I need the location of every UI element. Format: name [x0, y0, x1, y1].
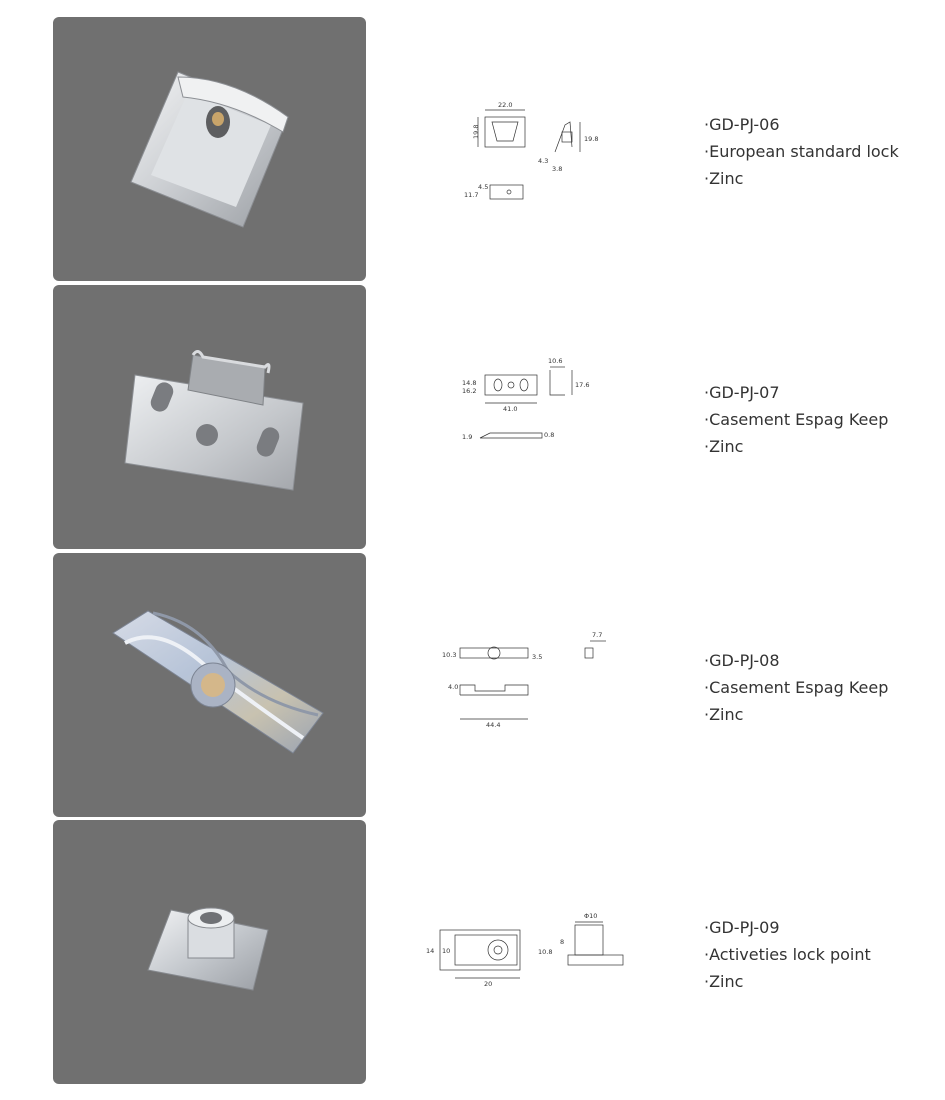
product-specs: [704, 647, 934, 728]
dim-label: 17.6: [575, 381, 590, 389]
dim-label: 44.4: [486, 721, 501, 729]
product-material: ·Zinc: [704, 972, 744, 991]
product-name: ·Casement Espag Keep: [704, 678, 889, 697]
dim-label: 1.9: [462, 433, 473, 441]
technical-drawing: [420, 880, 660, 1030]
product-photo: [53, 285, 366, 549]
dim-label: 10.6: [548, 357, 563, 365]
product-code: ·GD-PJ-07: [704, 383, 780, 402]
product-material: ·Zinc: [704, 437, 744, 456]
dim-label: 19.8: [472, 124, 480, 139]
lock-point-photo-icon: [53, 820, 366, 1084]
product-specs: [704, 111, 934, 192]
dim-label: 4.5: [478, 183, 489, 191]
technical-drawing: [420, 77, 660, 227]
product-specs: [704, 379, 934, 460]
product-code: ·GD-PJ-06: [704, 115, 780, 134]
zinc-espag-keep-photo-icon: [53, 553, 366, 817]
product-row-gd-pj-07: [0, 285, 945, 549]
flat-espag-keep-photo-icon: [53, 285, 366, 549]
dim-label: 4.0: [448, 683, 459, 691]
product-code: ·GD-PJ-09: [704, 918, 780, 937]
product-row-gd-pj-08: [0, 553, 945, 817]
technical-drawing: [420, 613, 660, 763]
product-specs: [704, 914, 934, 995]
product-row-gd-pj-09: [0, 820, 945, 1084]
dim-label: 10.3: [442, 651, 457, 659]
dim-label: 41.0: [503, 405, 518, 413]
dim-label: 8: [560, 938, 565, 946]
dim-label: 7.7: [592, 631, 603, 639]
dim-label: 10: [442, 947, 451, 955]
product-name: ·Casement Espag Keep: [704, 410, 889, 429]
product-material: ·Zinc: [704, 169, 744, 188]
product-photo: [53, 553, 366, 817]
dim-label: 10.8: [538, 948, 553, 956]
product-photo: [53, 820, 366, 1084]
square-lock-keep-photo-icon: [53, 17, 366, 281]
dim-label: 4.3: [538, 157, 549, 165]
dim-label: 22.0: [498, 101, 513, 109]
dim-label: 11.7: [464, 191, 479, 199]
product-name: ·European standard lock: [704, 142, 899, 161]
dim-label: 3.8: [552, 165, 563, 173]
product-row-gd-pj-06: [0, 17, 945, 281]
dim-label: 3.5: [532, 653, 543, 661]
product-material: ·Zinc: [704, 705, 744, 724]
dim-label: 14: [426, 947, 435, 955]
product-name: ·Activeties lock point: [704, 945, 871, 964]
dim-label: 14.8: [462, 379, 477, 387]
product-photo: [53, 17, 366, 281]
dim-label: 0.8: [544, 431, 555, 439]
product-code: ·GD-PJ-08: [704, 651, 780, 670]
dim-label: 20: [484, 980, 493, 988]
dim-label: Φ10: [584, 912, 598, 920]
technical-drawing: [420, 345, 660, 495]
dim-label: 19.8: [584, 135, 599, 143]
dim-label: 16.2: [462, 387, 477, 395]
